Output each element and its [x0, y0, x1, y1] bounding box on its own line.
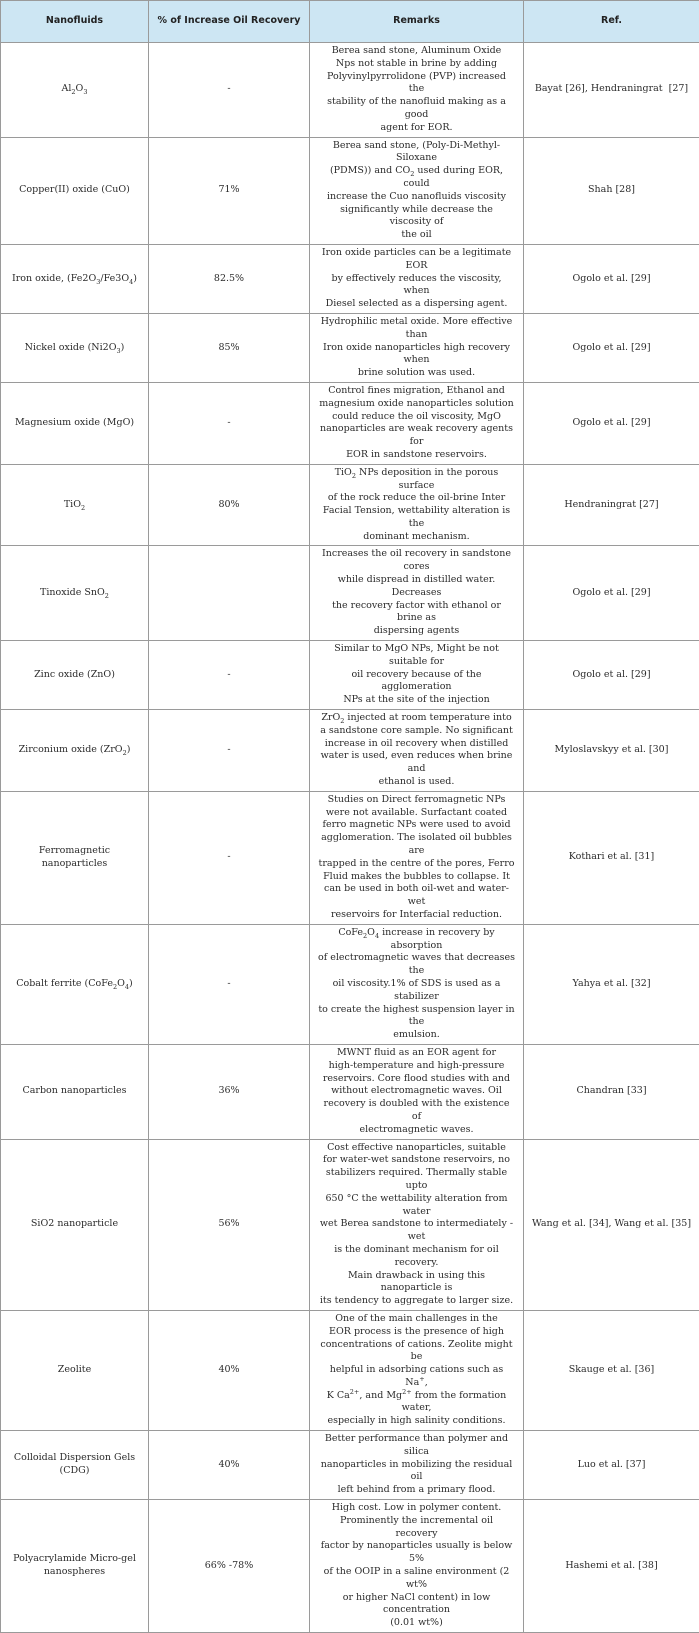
cell-ref: Chandran [33]: [524, 1044, 699, 1139]
cell-nanofluid: $Al_2O_3$: [1, 43, 149, 138]
header-row: [1, 1, 699, 43]
table-row: [1, 1139, 699, 1310]
cell-increase: -: [149, 43, 310, 138]
cell-nanofluid: Nickel oxide $(Ni2O_3)$: [1, 313, 149, 382]
table-row: [1, 1044, 699, 1139]
cell-ref: Yahya et al. [32]: [524, 924, 699, 1044]
cell-ref: Myloslavskyy et al. [30]: [524, 710, 699, 792]
table-row: [1, 382, 699, 464]
cell-remarks: Cost effective nanoparticles, suitable for water-wet sandstone reservoirs, no stabilizers required. Thermally stable upto 650 °C the wettability alteration from water wet Berea sandstone to intermediately -wet is the dominant mechanism for oil recovery. Main drawback in using this nanoparticle is its tendency to aggregate to larger size.: [310, 1139, 524, 1310]
table-row: [1, 791, 699, 924]
table-row: [1, 1431, 699, 1500]
cell-nanofluid: Cobalt ferrite $(CoFe_2O_4)$: [1, 924, 149, 1044]
cell-ref: Ogolo et al. [29]: [524, 546, 699, 641]
cell-nanofluid: TiO$_2$: [1, 464, 149, 546]
cell-ref: Kothari et al. [31]: [524, 791, 699, 924]
table-row: [1, 710, 699, 792]
cell-increase: 82.5%: [149, 244, 310, 313]
cell-remarks: Control fines migration, Ethanol and magnesium oxide nanoparticles solution could reduce the oil viscosity, MgO nanoparticles are weak recovery agents for EOR in sandstone reservoirs.: [310, 382, 524, 464]
header-nanofluids: Nanofluids: [1, 1, 149, 43]
cell-ref: Hashemi et al. [38]: [524, 1500, 699, 1633]
cell-increase: -: [149, 641, 310, 710]
cell-nanofluid: Zinc oxide (ZnO): [1, 641, 149, 710]
cell-nanofluid: Carbon nanoparticles: [1, 1044, 149, 1139]
cell-nanofluid: Ferromagnetic nanoparticles: [1, 791, 149, 924]
cell-ref: Skauge et al. [36]: [524, 1310, 699, 1430]
cell-increase: 36%: [149, 1044, 310, 1139]
table-row: [1, 244, 699, 313]
cell-nanofluid: Polyacrylamide Micro-gel nanospheres: [1, 1500, 149, 1633]
cell-ref: Bayat [26], Hendraningrat [27]: [524, 43, 699, 138]
table-row: [1, 924, 699, 1044]
table-row: [1, 313, 699, 382]
table-row: [1, 43, 699, 138]
cell-increase: 40%: [149, 1431, 310, 1500]
cell-ref: Luo et al. [37]: [524, 1431, 699, 1500]
cell-increase: [149, 546, 310, 641]
cell-remarks: High cost. Low in polymer content. Prominently the incremental oil recovery factor by nanoparticles usually is below 5% of the OOIP in a saline environment (2 wt% or higher NaCl content) in low concentration (0.01 wt%): [310, 1500, 524, 1633]
cell-nanofluid: SiO2 nanoparticle: [1, 1139, 149, 1310]
cell-increase: 56%: [149, 1139, 310, 1310]
cell-remarks: One of the main challenges in the EOR process is the presence of high concentrations of cations. Zeolite might be helpful in adsorbing cations such as Na+, K $Ca^{2+}$, and $Mg^{2+}$ from the formation water, especially in high salinity conditions.: [310, 1310, 524, 1430]
cell-remarks: Better performance than polymer and silica nanoparticles in mobilizing the residual oil left behind from a primary flood.: [310, 1431, 524, 1500]
cell-ref: Ogolo et al. [29]: [524, 641, 699, 710]
cell-ref: Wang et al. [34], Wang et al. [35]: [524, 1139, 699, 1310]
header-ref: Ref.: [524, 1, 699, 43]
cell-nanofluid: Zirconium oxide (ZrO$_2$): [1, 710, 149, 792]
cell-increase: -: [149, 924, 310, 1044]
cell-nanofluid: Colloidal Dispersion Gels (CDG): [1, 1431, 149, 1500]
cell-increase: 71%: [149, 137, 310, 244]
cell-remarks: Berea sand stone, Aluminum Oxide Nps not stable in brine by adding Polyvinylpyrrolidone (PVP) increased the stability of the nanofluid making as a good agent for EOR.: [310, 43, 524, 138]
cell-ref: Ogolo et al. [29]: [524, 244, 699, 313]
cell-nanofluid: Tinoxide SnO$_2$: [1, 546, 149, 641]
cell-ref: Ogolo et al. [29]: [524, 313, 699, 382]
cell-remarks: Hydrophilic metal oxide. More effective than Iron oxide nanoparticles high recovery when brine solution was used.: [310, 313, 524, 382]
cell-nanofluid: Iron oxide, $(Fe2O_3/Fe3O_4)$: [1, 244, 149, 313]
cell-remarks: Studies on Direct ferromagnetic NPs were not available. Surfactant coated ferro magnetic NPs were used to avoid agglomeration. The isolated oil bubbles are trapped in the centre of the pores, Ferro Fluid makes the bubbles to collapse. It can be used in both oil-wet and water-wet reservoirs for Interfacial reduction.: [310, 791, 524, 924]
cell-increase: 66% -78%: [149, 1500, 310, 1633]
cell-ref: Ogolo et al. [29]: [524, 382, 699, 464]
cell-increase: 85%: [149, 313, 310, 382]
cell-remarks: Similar to MgO NPs, Might be not suitable for oil recovery because of the agglomeration NPs at the site of the injection: [310, 641, 524, 710]
cell-nanofluid: Magnesium oxide (MgO): [1, 382, 149, 464]
cell-remarks: Berea sand stone, (Poly-Di-Methyl-Siloxane (PDMS)) and $CO_2$ used during EOR, could increase the Cuo nanofluids viscosity significantly while decrease the viscosity of the oil: [310, 137, 524, 244]
cell-nanofluid: Zeolite: [1, 1310, 149, 1430]
cell-remarks: Increases the oil recovery in sandstone cores while dispread in distilled water. Decreases the recovery factor with ethanol or brine as dispersing agents: [310, 546, 524, 641]
cell-remarks: TiO$_2$ NPs deposition in the porous surface of the rock reduce the oil-brine Inter Facial Tension, wettability alteration is the dominant mechanism.: [310, 464, 524, 546]
header-increase: % of Increase Oil Recovery: [149, 1, 310, 43]
cell-ref: Shah [28]: [524, 137, 699, 244]
cell-increase: -: [149, 710, 310, 792]
cell-nanofluid: Copper(II) oxide (CuO): [1, 137, 149, 244]
cell-increase: -: [149, 791, 310, 924]
cell-remarks: ZrO$_2$ injected at room temperature into a sandstone core sample. No significant increase in oil recovery when distilled water is used, even reduces when brine and ethanol is used.: [310, 710, 524, 792]
cell-remarks: $CoFe_2O_4$ increase in recovery by absorption of electromagnetic waves that decreases the oil viscosity.1% of SDS is used as a stabilizer to create the highest suspension layer in the emulsion.: [310, 924, 524, 1044]
table-row: [1, 137, 699, 244]
cell-increase: -: [149, 382, 310, 464]
table-row: [1, 641, 699, 710]
table-row: [1, 546, 699, 641]
cell-remarks: MWNT fluid as an EOR agent for high-temperature and high-pressure reservoirs. Core flood studies with and without electromagnetic waves. Oil recovery is doubled with the existence of electromagnetic waves.: [310, 1044, 524, 1139]
table-row: [1, 464, 699, 546]
cell-increase: 80%: [149, 464, 310, 546]
header-remarks: Remarks: [310, 1, 524, 43]
cell-increase: 40%: [149, 1310, 310, 1430]
table-row: [1, 1310, 699, 1430]
table-row: [1, 1500, 699, 1633]
cell-ref: Hendraningrat [27]: [524, 464, 699, 546]
cell-remarks: Iron oxide particles can be a legitimate EOR by effectively reduces the viscosity, when Diesel selected as a dispersing agent.: [310, 244, 524, 313]
